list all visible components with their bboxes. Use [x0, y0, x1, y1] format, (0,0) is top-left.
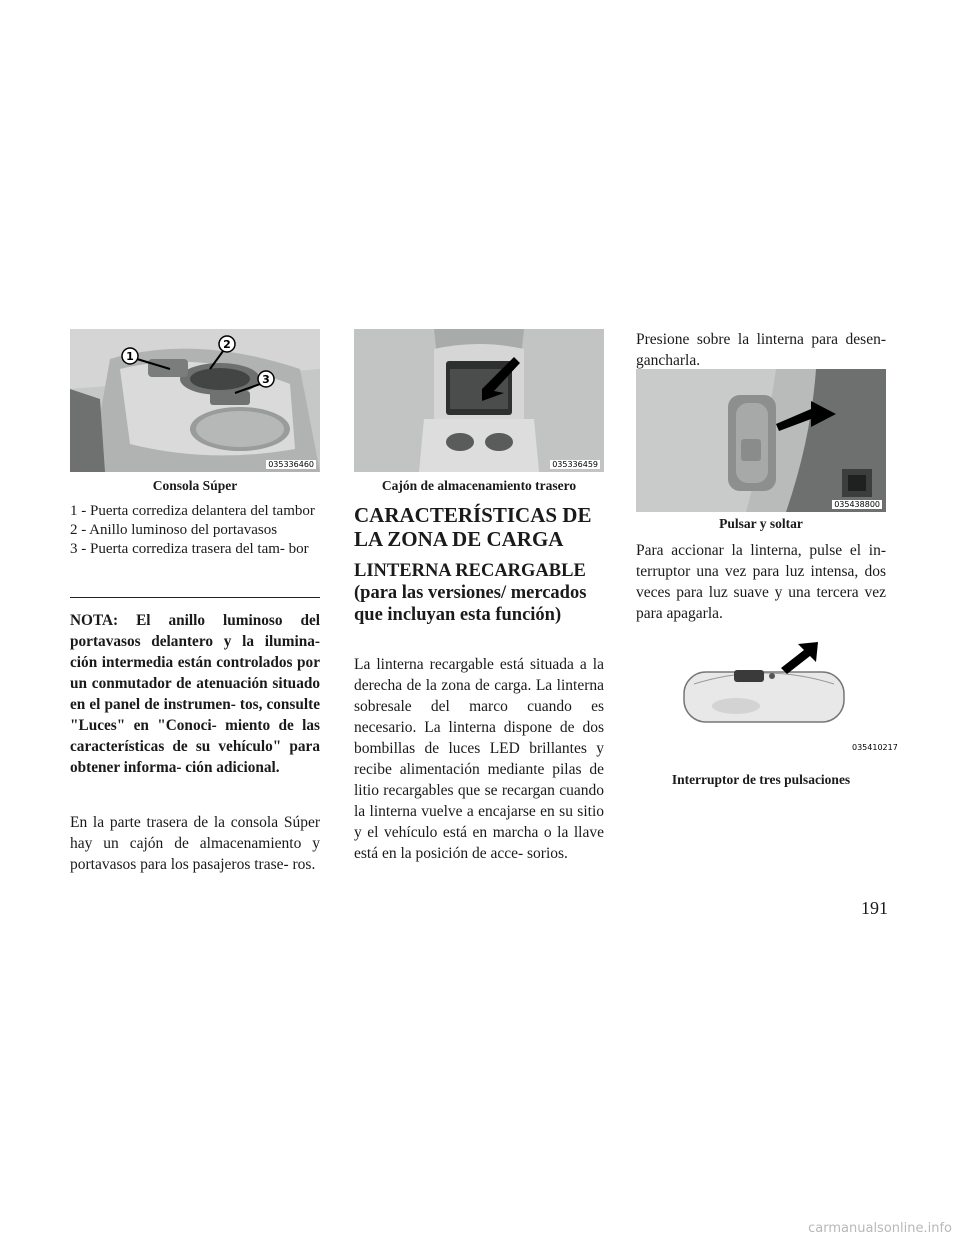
figure-caption: Pulsar y soltar: [719, 516, 803, 531]
note-text: NOTA: El anillo luminoso del portavasos delantero y la ilumina- ción intermedia están controlados por un conmutador de atenuación situado en el panel de instrumen- tos, consulte "Luces" en "Conoci- miento de las características de su vehículo" para obtener informa- ción adicional.: [70, 612, 320, 776]
paragraph: Presione sobre la linterna para desen- gancharla.: [636, 331, 886, 369]
callout-1: 1: [126, 350, 134, 363]
section-heading: CARACTERÍSTICAS DE LA ZONA DE CARGA: [354, 503, 592, 551]
figure-caption: Interruptor de tres pulsaciones: [671, 772, 851, 787]
legend-divider: [70, 597, 320, 598]
figure-caption: Cajón de almacenamiento trasero: [381, 478, 577, 493]
paragraph: Para accionar la linterna, pulse el in- terruptor una vez para luz intensa, dos veces para luz suave y una tercera vez para apagarla.: [636, 542, 886, 622]
switch-figure: [636, 632, 898, 764]
watermark-text: carmanualsonline.info: [808, 1221, 952, 1236]
storage-bin-photo: [354, 329, 604, 472]
paragraph: En la parte trasera de la consola Súper hay un cajón de almacenamiento y portavasos para los pasajeros trase- ros.: [70, 814, 320, 873]
figure-code: 035410217: [852, 743, 898, 752]
callout-2: 2: [223, 338, 231, 351]
footer-watermark: [0, 1206, 960, 1242]
figure-code: 035336459: [552, 460, 598, 469]
callout-3: 3: [262, 373, 270, 386]
figure-caption: Consola Súper: [152, 478, 238, 493]
legend-item: 3 - Puerta corrediza trasera del tam- bor: [70, 541, 309, 557]
legend-item: 2 - Anillo luminoso del portavasos: [70, 522, 278, 538]
legend-item: 1 - Puerta corrediza delantera del tambor: [70, 503, 315, 519]
page-number: 191: [861, 898, 888, 918]
figure-code: 035336460: [268, 460, 314, 469]
flashlight-photo: [636, 369, 886, 512]
figure-code: 035438800: [834, 500, 880, 509]
console-photo: [70, 329, 320, 472]
paragraph: La linterna recargable está situada a la derecha de la zona de carga. La linterna sobresale del marco cuando es necesario. La linterna dispone de dos bombillas de luces LED brillantes y recibe alimentación mediante pilas de litio recargables que se recargan cuando la linterna vuelve a encajarse en su sitio y el vehículo está en marcha o la llave está en la posición de acce- sorios.: [354, 656, 604, 862]
subsection-heading: LINTERNA RECARGABLE (para las versiones/ mercados que incluyan esta función): [354, 561, 587, 625]
figure-legend: [70, 502, 320, 559]
